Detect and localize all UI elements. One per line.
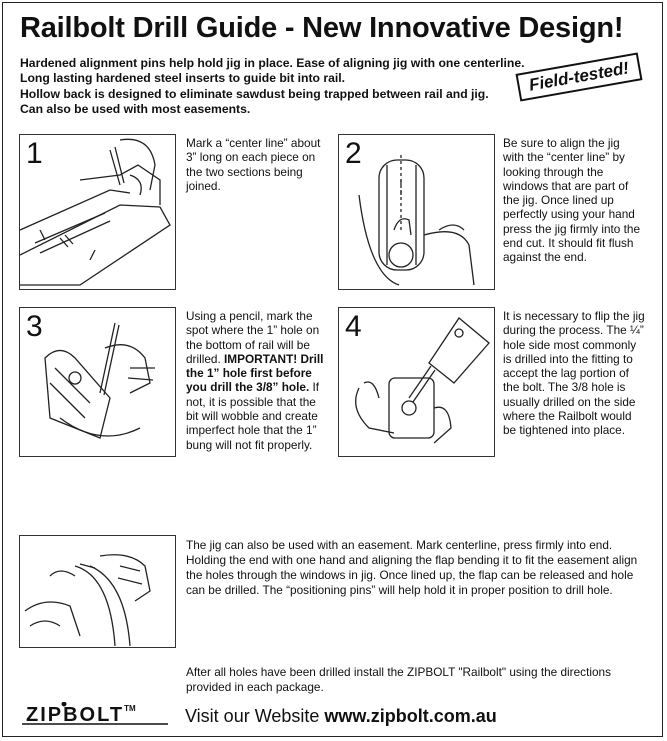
step-4-text: It is necessary to flip the jig during the process. The ¼” hole side most commonly is drilled into the fitting to accept the lag portion of the bolt. The 3/8 hole is usually drilled on the side where the Railbolt would be tightened into place. [503,309,645,438]
website-link[interactable]: www.zipbolt.com.au [324,706,497,726]
step-3-important: IMPORTANT! Drill the 1” hole first before you drill the 3/8” hole. [186,351,324,395]
easement-text: The jig can also be used with an easement. Mark centerline, press firmly into end. Holding the end with one hand and aligning the flap bending it to fit the easement align the holes through the windows in jig. Once lined up, the flap can be released and hole can be drilled. The “positioning pins” will help hold it in proper position to drill hole. [186,538,638,597]
intro-line-1: Hardened alignment pins help hold jig in place. Ease of aligning jig with one centerline. [20,56,525,70]
intro-text [20,56,580,117]
step-3-illustration [19,307,176,457]
intro-line-2: Long lasting hardened steel inserts to guide bit into rail. [20,71,346,86]
step-3-number: 3 [26,310,43,343]
step-1-number: 1 [26,137,43,170]
step-3-text-a: Using a pencil, mark the spot where the 1” hole on the bottom of rail will be drilled. [186,309,320,366]
intro-line-3: Hollow back is designed to eliminate sawdust being trapped between rail and jig. [20,86,489,101]
step-1-illustration [19,134,176,290]
field-tested-badge: Field-tested! [516,52,643,101]
step-4-number: 4 [345,310,362,343]
step-2-text: Be sure to align the jig with the “center line” by looking through the windows that are part of the jig. Once lined up perfectly using your hand press the jig firmly into the end cut. It should fit flush against the end. [503,136,641,265]
step-3-text [186,309,328,452]
easement-drawing [20,536,176,648]
page-title: Railbolt Drill Guide - New Innovative Design! [20,12,624,44]
pencil-marking-drawing [20,308,176,457]
logo-name: ZIPBOLT [26,704,125,726]
install-text: After all holes have been drilled install the ZIPBOLT "Railbolt" using the directions provided in each package. [186,665,611,694]
logo-text [26,704,136,727]
zipbolt-logo [20,702,170,726]
step-3-text-b: If not, it is possible that the bit will wobble and create imperfect hole that the 1” bung will not fit properly. [186,380,320,452]
visit-label: Visit our Website [185,706,325,726]
step-4-illustration [338,307,495,457]
website-line [185,706,497,727]
logo-trademark: TM [124,704,136,713]
easement-illustration [19,535,176,648]
rail-marking-drawing [20,135,176,290]
step-2-illustration [338,134,495,290]
jig-alignment-drawing [339,135,495,290]
step-2-number: 2 [345,137,362,170]
drilling-drawing [339,308,495,457]
intro-line-4: Can also be used with most easements. [20,101,251,116]
step-1-text: Mark a “center line” about 3” long on each piece on the two sections being joined. [186,136,321,193]
